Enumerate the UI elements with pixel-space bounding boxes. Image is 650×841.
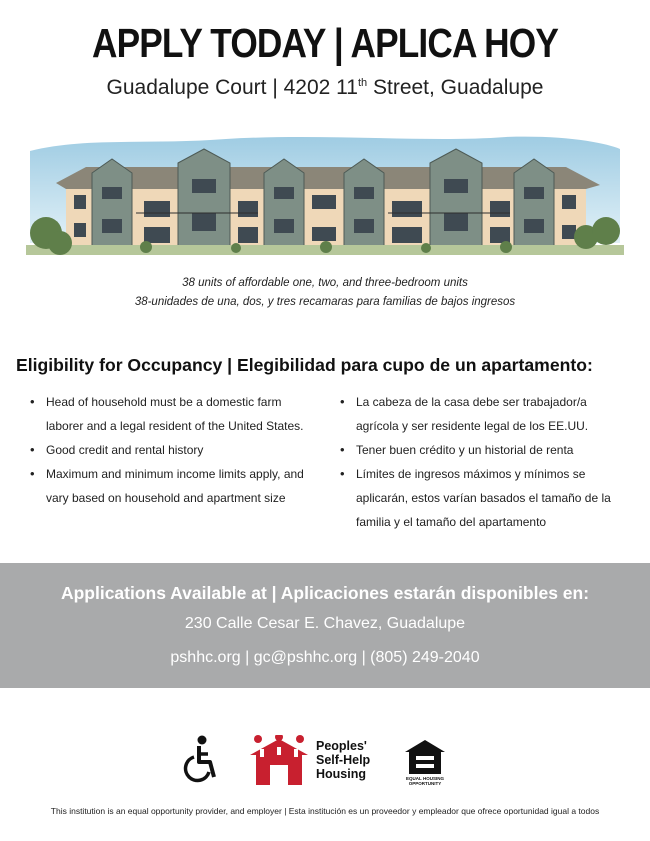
list-item: • Good credit and rental history <box>30 438 320 462</box>
contact-info: pshhc.org | gc@pshhc.org | (805) 249-2040 <box>170 649 480 666</box>
eho-caption: EQUAL HOUSING OPPORTUNITY <box>406 776 444 786</box>
pshh-house-icon <box>246 735 312 787</box>
caption-spanish: 38-unidades de una, dos, y tres recamaras para familias de bajos ingresos <box>134 296 516 308</box>
equal-housing-icon <box>403 738 447 776</box>
subtitle-tail: Street, Guadalupe <box>367 76 544 99</box>
footer-disclaimer: This institution is an equal opportunity provider, and employer | Esta institución es un proveedor y empleador que ofrece oportunidad igual a todos <box>50 806 600 816</box>
applications-banner <box>0 563 650 688</box>
property-address <box>0 76 650 100</box>
list-item: • La cabeza de la casa debe ser trabajador/a agrícola y ser residente legal de los EE.UU. <box>340 390 630 438</box>
building-illustration <box>26 133 624 265</box>
equal-housing-opportunity-logo <box>403 738 447 790</box>
list-item: • Tener buen crédito y un historial de renta <box>340 438 630 462</box>
list-item: • Maximum and minimum income limits apply, and vary based on household and apartment size <box>30 462 320 510</box>
wheelchair-accessible-icon <box>182 735 218 785</box>
subtitle-main: Guadalupe Court | 4202 11 <box>106 76 358 99</box>
eligibility-list-spanish <box>340 390 630 534</box>
list-item: • Head of household must be a domestic farm laborer and a legal resident of the United States. <box>30 390 320 438</box>
caption-english: 38 units of affordable one, two, and three-bedroom units <box>182 277 468 289</box>
subtitle-superscript: th <box>357 77 368 89</box>
eligibility-heading: Eligibility for Occupancy | Elegibilidad para cupo de un apartamento: <box>16 355 593 375</box>
office-address: 230 Calle Cesar E. Chavez, Guadalupe <box>184 615 466 632</box>
page-title: APPLY TODAY | APLICA HOY <box>91 20 559 66</box>
peoples-self-help-housing-logo <box>246 735 386 787</box>
list-item: • Límites de ingresos máximos y mínimos se aplicarán, estos varían basados el tamaño de la familia y el tamaño del apartamento <box>340 462 630 534</box>
eligibility-list-english <box>30 390 320 510</box>
pshh-name: Peoples' Self-Help Housing <box>316 739 371 781</box>
applications-heading: Applications Available at | Aplicaciones estarán disponibles en: <box>60 583 590 603</box>
logo-row <box>0 735 650 791</box>
